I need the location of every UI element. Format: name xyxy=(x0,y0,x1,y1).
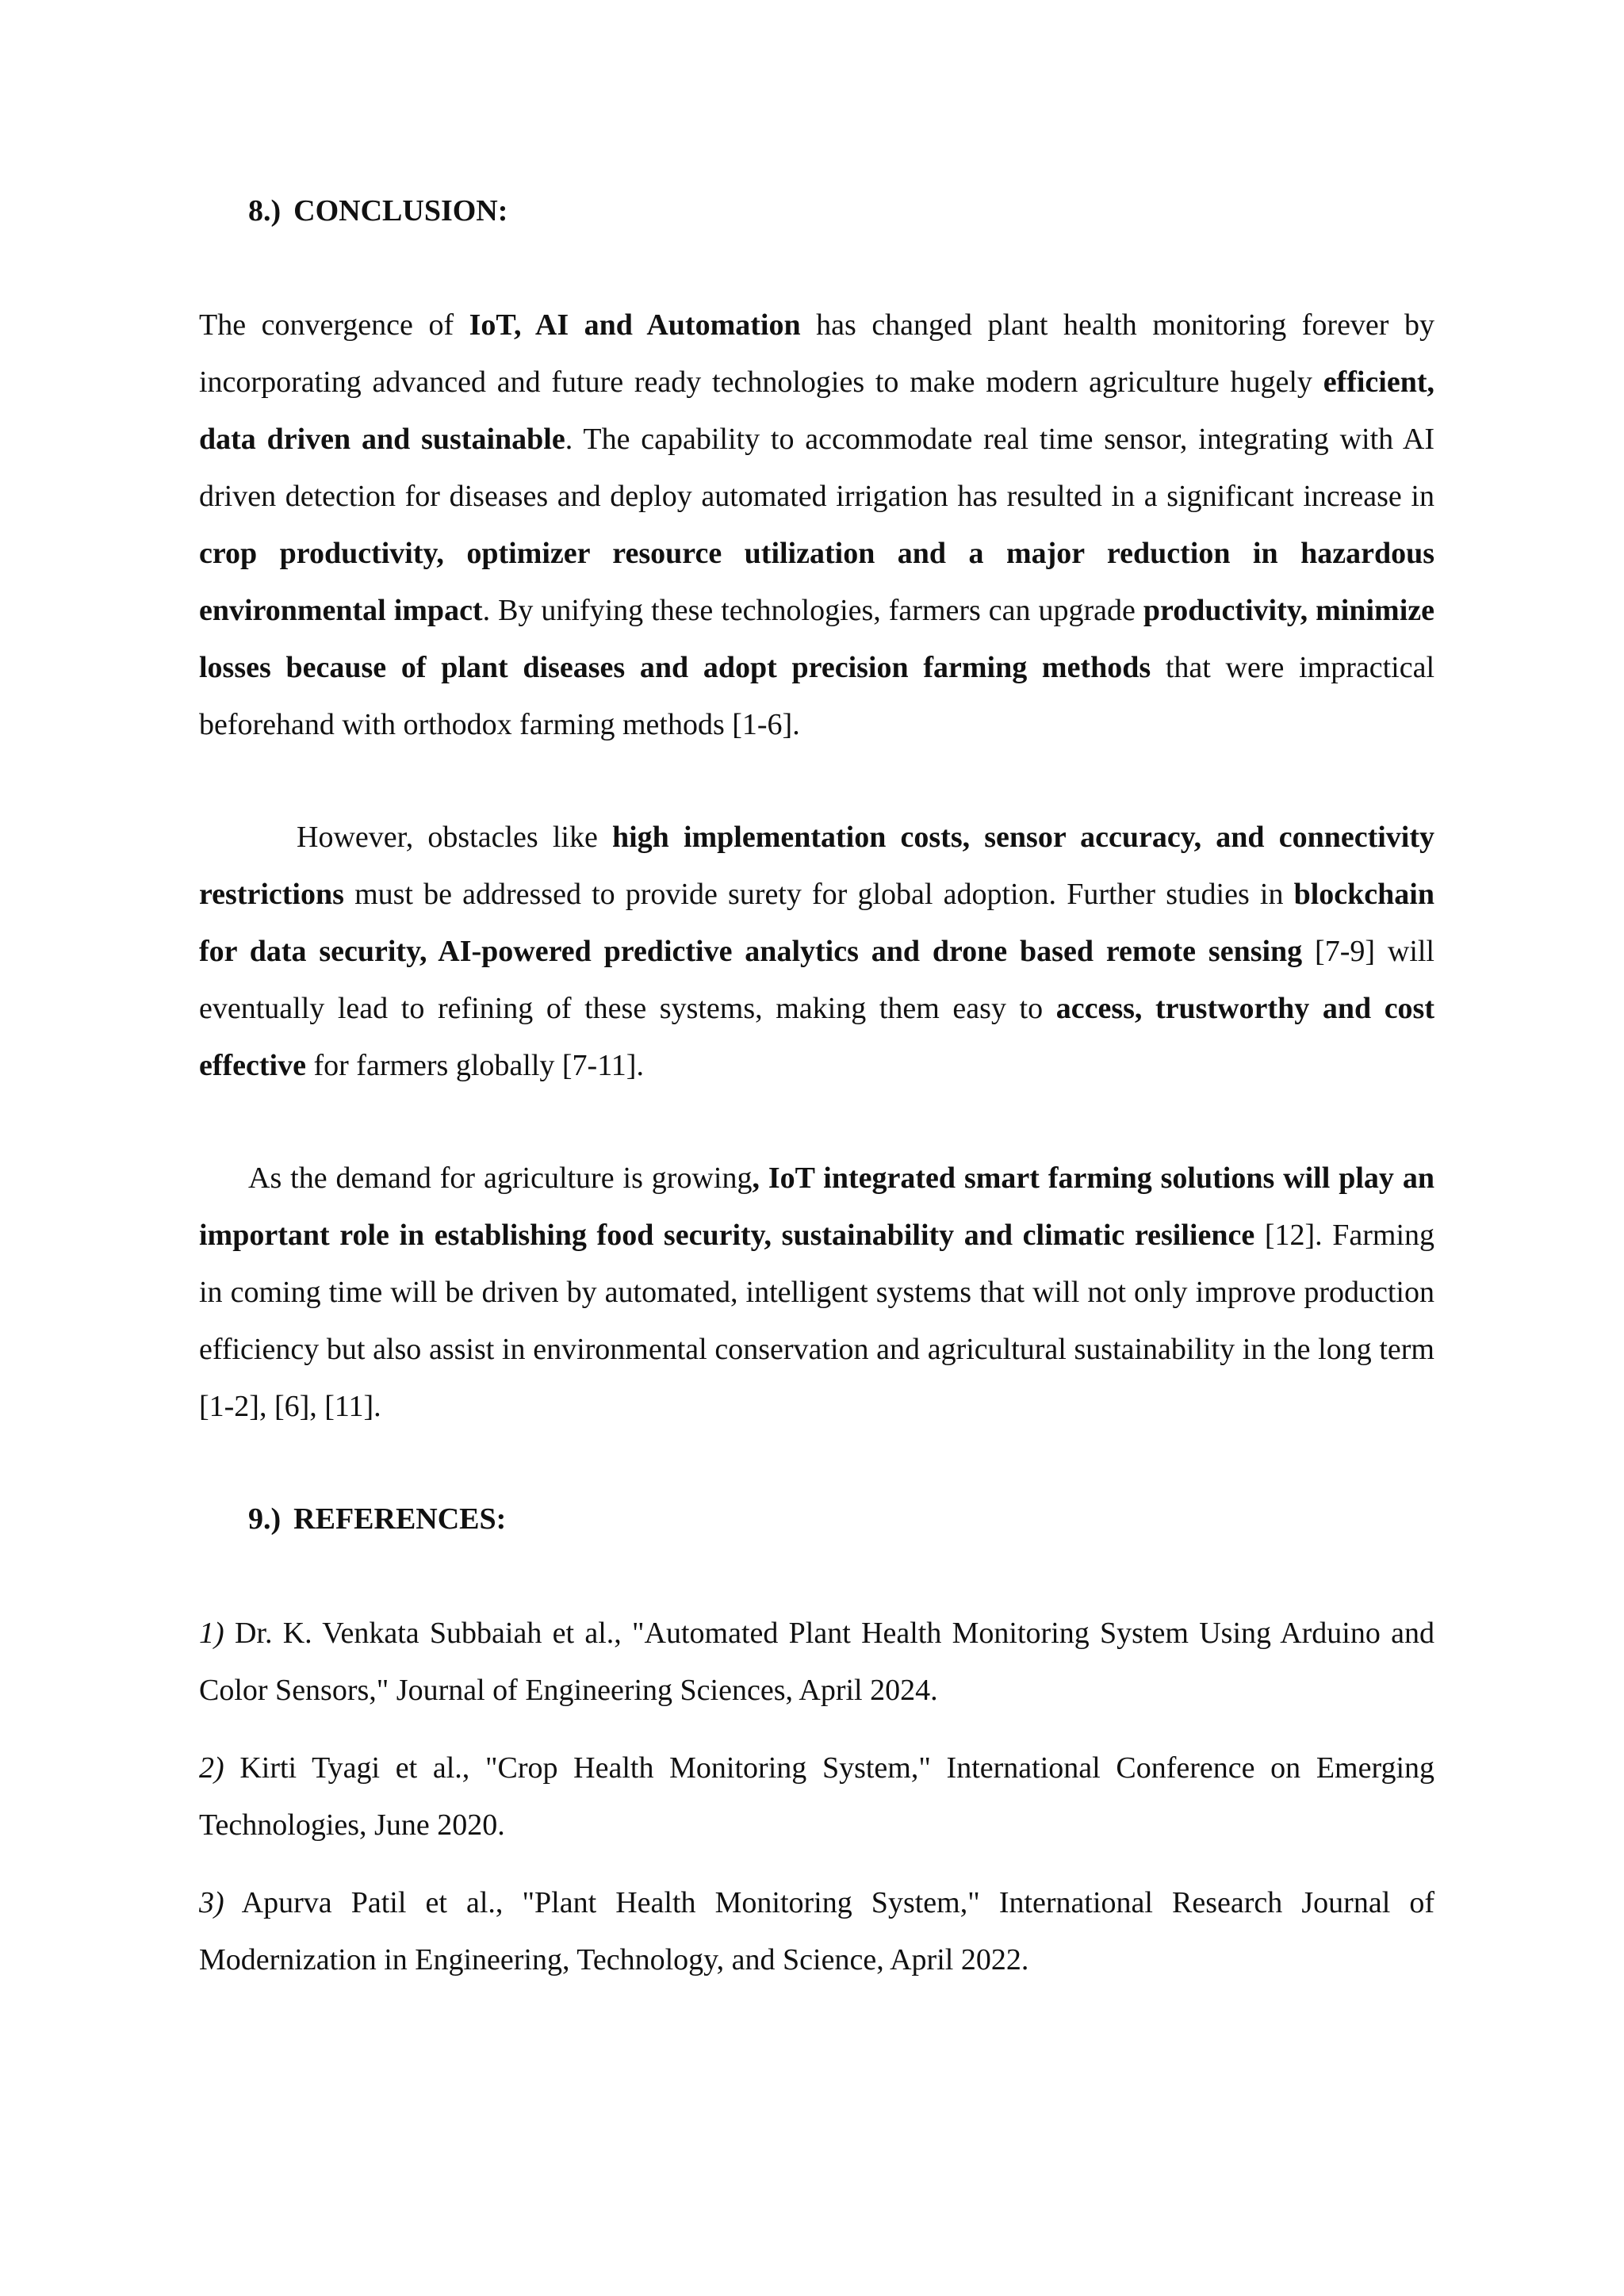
reference-number: 2) xyxy=(199,1751,224,1785)
conclusion-heading-label: CONCLUSION: xyxy=(293,194,508,228)
bold-text-run: high implementation costs, sensor accuracy, and connectivity restrictions xyxy=(199,821,1434,911)
text-run: As the demand for agriculture is growing xyxy=(248,1161,753,1195)
reference-item xyxy=(199,1739,1434,1854)
bold-text-run: efficient, data driven and sustainable xyxy=(199,365,1434,456)
text-run: However, obstacles like xyxy=(297,821,612,854)
conclusion-heading xyxy=(199,182,1434,239)
references-heading-label: REFERENCES: xyxy=(293,1502,507,1536)
bold-text-run: productivity, minimize losses because of plant diseases and adopt precision farming methods xyxy=(199,594,1434,684)
bold-text-run: access, trustworthy and cost effective xyxy=(199,992,1435,1082)
text-run: [7-9] will eventually lead to refining of these systems, making them easy to xyxy=(199,935,1434,1025)
references-heading xyxy=(199,1490,1434,1548)
reference-number: 1) xyxy=(199,1617,224,1650)
references-heading-number: 9.) xyxy=(248,1502,282,1536)
reference-text: Dr. K. Venkata Subbaiah et al., "Automated Plant Health Monitoring System Using Arduino and Color Sensors," Journal of Engineering Sciences, April 2024. xyxy=(199,1617,1434,1707)
reference-item xyxy=(199,1605,1434,1719)
bold-text-run: IoT, AI and Automation xyxy=(469,308,801,342)
reference-number: 3) xyxy=(199,1886,224,1919)
reference-text: Kirti Tyagi et al., "Crop Health Monitoring System," International Conference on Emerging Technologies, June 2020. xyxy=(199,1751,1434,1842)
page-content xyxy=(199,182,1434,2009)
conclusion-heading-number: 8.) xyxy=(248,194,282,228)
text-run: must be addressed to provide surety for global adoption. Further studies in xyxy=(343,878,1294,911)
text-run: that were impractical beforehand with orthodox farming methods [1-6]. xyxy=(199,651,1435,741)
bold-text-run: crop productivity, optimizer resource utilization and a major reduction in hazardous environmental impact xyxy=(199,537,1434,627)
reference-text: Apurva Patil et al., "Plant Health Monitoring System," International Research Journal of Modernization in Engineering, Technology, and Science, April 2022. xyxy=(199,1886,1435,1976)
text-run: The convergence of xyxy=(199,308,469,342)
text-run: for farmers globally [7-11]. xyxy=(306,1049,644,1082)
text-run: . By unifying these technologies, farmers can upgrade xyxy=(482,594,1143,627)
text-run: has changed plant health monitoring forever by incorporating advanced and future ready technologies to make modern agriculture hugely xyxy=(199,308,1434,399)
bold-text-run: , IoT integrated smart farming solutions will play an important role in establishing food security, sustainability and climatic resilience xyxy=(199,1161,1434,1252)
bold-text-run: blockchain for data security, AI-powered predictive analytics and drone based remote sensing xyxy=(199,878,1434,968)
conclusion-paragraph xyxy=(199,1150,1434,1435)
conclusion-paragraph xyxy=(199,809,1434,1094)
reference-item xyxy=(199,1874,1434,1988)
text-run: [12]. Farming in coming time will be driven by automated, intelligent systems that will not only improve production efficiency but also assist in environmental conservation and agricultural sustainability in the long term [1-2], [6], [11]. xyxy=(199,1219,1435,1423)
reference-list xyxy=(199,1605,1434,1988)
conclusion-paragraph xyxy=(199,297,1434,753)
text-run: . The capability to accommodate real time sensor, integrating with AI driven detection for diseases and deploy automated irrigation has resulted in a significant increase in xyxy=(199,423,1435,513)
